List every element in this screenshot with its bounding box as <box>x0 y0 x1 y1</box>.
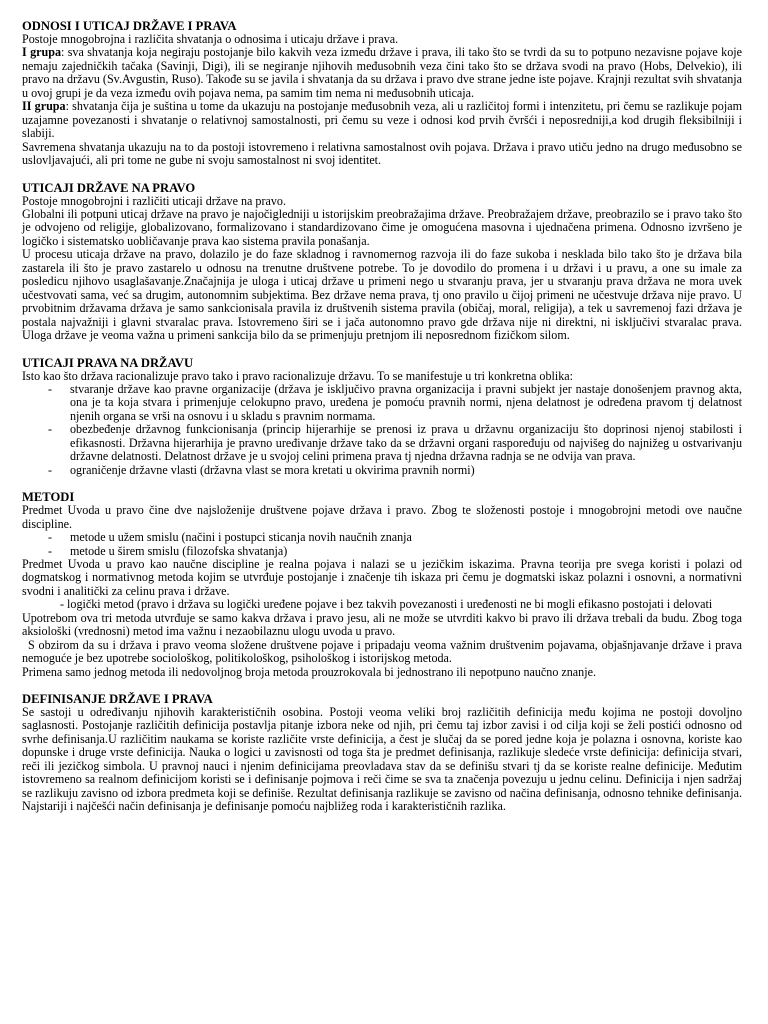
paragraph: Predmet Uvoda u pravo kao naučne discipline je realna pojava i nalazi se u jezičkim iskazima. Pravna teorija pre svega koristi i polazi od dogmatskog i normativnog metoda kojim se utvrđuje postojanje i značenje tih iskaza pri čemu je dogmatski iskaz polazni i osnovni, a normativni svodni i analitički za celinu prava i države. <box>22 556 742 598</box>
group-2-label: II grupa <box>22 99 66 114</box>
section-definisanje <box>22 692 742 814</box>
list-item: - metode u širem smislu (filozofska shvatanja) <box>22 545 742 558</box>
group-2-text: : shvatanja čija je suština u tome da ukazuju na postojanje međusobnih veza, ali u različitoj formi i intenzitetu, pri čemu se razlikuje pojam uzajamne povezanosti i shvatanje o relativnoj samostalnosti, pri čemu su veze i odnosi kod prvih čvršći i neposredniji,a kod drugih fleksibilniji i slabiji. <box>22 99 742 141</box>
section-title: ODNOSI I UTICAJ DRŽAVE I PRAVA <box>22 19 237 33</box>
section-title: DEFINISANJE DRŽAVE I PRAVA <box>22 692 213 707</box>
section-title: UTICAJI DRŽAVE NA PRAVO <box>22 180 196 195</box>
section-title: UTICAJI PRAVA NA DRŽAVU <box>22 355 194 370</box>
paragraph-group-1 <box>22 46 742 100</box>
paragraph: Upotrebom ova tri metoda utvrđuje se samo kakva država i pravo jesu, ali ne može se utvrditi kakvo bi pravo ili država trebali da budu. Zbog toga aksiološki (vrednosni) metod ima važnu i nezaobilaznu ulogu uvoda u pravo. <box>22 610 742 639</box>
list-item: - obezbeđenje državnog funkcionisanja (princip hijerarhije se prenosi iz prava u državnu organizaciju što doprinosi njenoj stabilosti i efikasnosti. Državna hijerarhija je pravno uređivanje države tako da se državni organi raspoređuju od najvišeg do najnižeg u ostvarivanju državne delatnosti. Delatnost države je u svojoj celini primena prava tj njedna državna radnja se ne odvija van prava. <box>22 423 742 463</box>
section-odnosi <box>22 19 742 168</box>
paragraph: Predmet Uvoda u pravo čine dve najsloženije društvene pojave država i pravo. Zbog te složenosti postoje i mnogobrojni metodi ove naučne discipline. <box>22 503 742 531</box>
list-item: - stvaranje države kao pravne organizacije (država je isključivo pravna organizacija i pravni subjekt jer nastaje donošenjem pravnog akta, ona je ta koja stvara i primenjuje celokupno pravo, uređena je pomoću pravnih normi, njena delatnost je određena pravom tj delatnost njenih organa se vrši na osnovu i u skladu s pravnim normama. <box>22 383 742 423</box>
list-item: - ograničenje državne vlasti (državna vlast se mora kretati u okvirima pravnih normi) <box>22 464 742 477</box>
group-1-text: : sva shvatanja koja negiraju postojanje bilo kakvih veza između države i prava, ili tako što se tvrdi da su to potpuno nezavisne pojave koje nemaju zajedničkih tačaka (Savinji, Digi), ili se negiranje njihovih međusobnih veza čini tako što se država svodi na pravo (Hobs, Delvekio), ili pravo na državu (Sv.Avgustin, Ruso). Takođe su se javila i shvatanja da su država i pravo dve strane jedne iste pojave. Krajnji rezultat svih shvatanja u ovoj grupi je da veza između ovih pojava nema, pa samim tim nema ni međusobnih uticaja. <box>22 45 742 100</box>
paragraph: Isto kao što država racionalizuje pravo tako i pravo racionalizuje državu. To se manifestuje u tri konkretna oblika: <box>22 368 574 383</box>
paragraph: Se sastoji u određivanju njihovih karakterističnih osobina. Postoji veoma veliki broj različitih definicija među kojima ne postoji dovoljno saglasnosti. Postojanje različitih definicija postavlja pitanje izbora neke od njih, pri čemu taj izbor zavisi i od cilja koji se želi postići odnosno od svrhe definisanja.U različitim naukama se koriste različite vrste definicija, a čest je slučaj da se pored jedne koja je polazna i osnovna, koriste kao dopunske i druge vrste definicija. Nauka o logici u zavisnosti od toga šta je predmet definisanja, razlikuje sledeće vrste definicija: definicija stvari, reči ili jezičkog simbola. U pravnoj nauci i njenim definicijama preovladava stav da se definišu stvari tj da se koriste realne definicije. Međutim istovremeno sa realnom definicijom koristi se i definisanje pojmova i reči čime se sva ta značenja povezuju u jednu celinu. Definicija i njen sadržaj se razlikuju zavisno od izbora predmeta koji se definiše. Rezultat definisanja razlikuje se zavisno od načina definisanja, odnosno tehnike definisanja. Najstariji i najčešći način definisanja je definisanje pomoću najbližeg roda i karakterističnih razlika. <box>22 705 743 814</box>
paragraph: Primena samo jednog metoda ili nedovoljnog broja metoda prouzrokovala bi jednostrano ili nepotpuno naučno znanje. <box>22 664 596 679</box>
section-title: METODI <box>22 490 75 505</box>
paragraph: Savremena shvatanja ukazuju na to da postoji istovremeno i relativna samostalnost ovih pojava. Država i pravo utiču jedno na drugo međusobno se uslovljavajući, ali pri tome ne gube ni svoju samostalnost ni svoj identitet. <box>22 139 742 168</box>
section-uticaji-prava <box>22 356 742 478</box>
paragraph: U procesu uticaja države na pravo, dolazilo je do faze skladnog i ravnomernog razvoja ili do faze sukoba i nesklada bilo tako što je država bila zastarela ili što je pravo zastarelo u odnosu na trenutne društvene potrebe. To je dovodilo do promena i u državi i u pravu, a one su imale za posledicu njihovo usaglašavanje.Značajnija je uloga i uticaj države u primeni nego u stvaranju prava, jer u stvaranju prava država ne mora uvek učestvovati sama, već sa drugim, autonomnim subjektima. Bez države nema prava, tj ono pravilo u čijoj primeni ne učestvuje država nije pravo. U prvobitnim državama država je samo sankcionisala pravila iz društvenih sistema pravila (običaj, moral, religija), a tek u savremenoj fazi država je postala najvažniji i glavni stvaralac prava. Istovremeno širi se i jača autonomno pravo gde država nije ni direktni, ni isključivi stvaralac prava. Uloga države je veoma važna u primeni sankcija bilo da se primenjuju pretnjom ili neposrednom fizičkom silom. <box>22 247 742 343</box>
group-1-label: I grupa <box>22 45 61 60</box>
section-uticaji-drzave <box>22 181 742 343</box>
paragraph: S obzirom da su i država i pravo veoma složene društvene pojave i pripadaju veoma važnim društvenim pojavama, objašnjavanje države i prava nemoguće je bez upotrebe sociološkog, politikološkog, psihološkog i istorijskog metoda. <box>22 637 742 666</box>
dash-list <box>22 531 742 558</box>
paragraph-group-2 <box>22 100 742 140</box>
paragraph: Postoje mnogobrojni i različiti uticaji države na pravo. <box>22 193 286 208</box>
paragraph-logicki-metod: - logički metod (pravo i država su logički uređene pojave i bez takvih povezanosti i uređenosti ne bi mogli efikasno postojati i delovati <box>60 597 713 612</box>
paragraph: Globalni ili potpuni uticaj države na pravo je najočigledniji u istorijskim preobražajima države. Preobražajem države, preobrazilo se i pravo tako što je odvojeno od religije, globalizovano, formalizovano i standardizovano čime je omogućena masovna i ujednačena primena. Odnosno izvršeno je logičko i sistematsko uobličavanje prava kao sistema pravila ponašanja. <box>22 206 742 248</box>
list-item: - metode u užem smislu (načini i postupci sticanja novih naučnih znanja <box>22 531 742 544</box>
section-metodi <box>22 490 742 679</box>
dash-list <box>22 383 742 477</box>
paragraph: Postoje mnogobrojna i različita shvatanja o odnosima i uticaju države i prava. <box>22 32 399 46</box>
